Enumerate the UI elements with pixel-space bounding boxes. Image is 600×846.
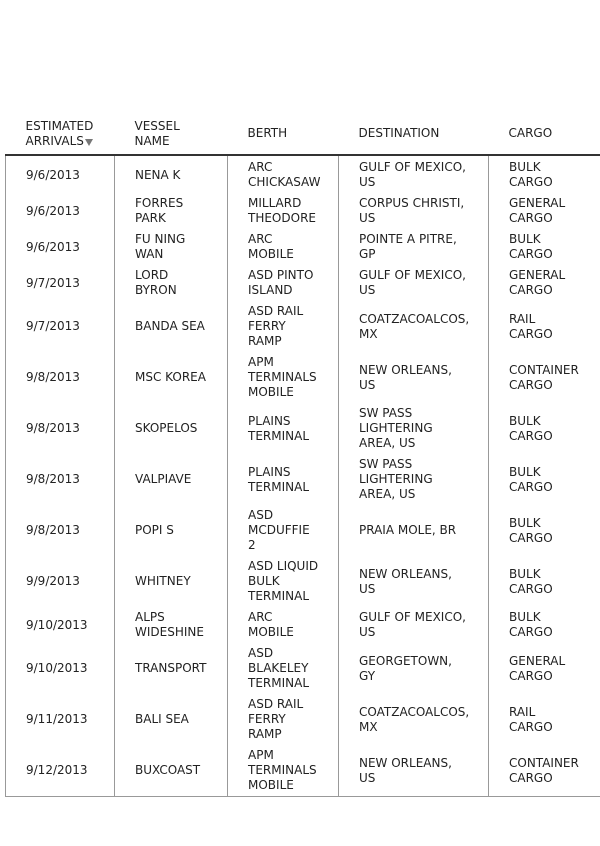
- cell-destination-line: CORPUS CHRISTI,: [359, 196, 465, 210]
- cell-estimated-arrival-text: 9/10/2013: [26, 661, 88, 675]
- cell-destination-line: US: [359, 377, 376, 392]
- cell-destination-line: COATZACOALCOS,: [359, 311, 470, 326]
- cell-cargo: [489, 454, 600, 505]
- cell-vessel-name: [115, 694, 228, 745]
- cell-berth: [228, 229, 339, 265]
- cell-estimated-arrival-text: 9/10/2013: [26, 617, 88, 632]
- cell-berth-line: BULK: [248, 574, 280, 588]
- cell-cargo-line: BULK: [509, 515, 541, 530]
- table-row: [6, 229, 600, 265]
- cell-berth-line: MOBILE: [248, 247, 294, 261]
- cell-cargo: [489, 265, 600, 301]
- cell-cargo-line: CONTAINER: [509, 362, 579, 377]
- cell-berth-line: MCDUFFIE: [248, 523, 310, 537]
- cell-cargo-line: BULK: [509, 160, 541, 174]
- table-row: [6, 403, 600, 454]
- cell-estimated-arrival-text: 9/6/2013: [26, 203, 80, 218]
- cell-vessel-name-line: PARK: [135, 211, 166, 225]
- cell-destination-line: LIGHTERING: [359, 472, 433, 486]
- cell-estimated-arrival: [6, 556, 115, 607]
- cell-destination-line: PRAIA MOLE, BR: [359, 523, 457, 537]
- cell-cargo-line: CARGO: [509, 719, 553, 734]
- cell-estimated-arrival-text: 9/6/2013: [26, 167, 80, 182]
- cell-vessel-name: [115, 229, 228, 265]
- cell-berth-line: RAMP: [248, 334, 282, 348]
- cell-cargo-line: CARGO: [509, 283, 553, 297]
- cell-vessel-name: [115, 193, 228, 229]
- cell-berth-line: ARC: [248, 232, 273, 246]
- cell-berth-line: TERMINALS: [248, 370, 317, 384]
- cell-destination: [339, 643, 489, 694]
- cell-cargo-line: CONTAINER: [509, 755, 579, 770]
- cell-cargo: [489, 643, 600, 694]
- cell-estimated-arrival: [6, 745, 115, 797]
- sort-by-arrivals-link[interactable]: [6, 119, 115, 149]
- cell-destination-line: GULF OF MEXICO,: [359, 268, 466, 282]
- cell-estimated-arrival: [6, 505, 115, 556]
- cell-vessel-name-line: BUXCOAST: [135, 763, 201, 777]
- table-row: [6, 155, 600, 193]
- cell-destination: [339, 745, 489, 797]
- table-row: [6, 301, 600, 352]
- cell-berth-line: FERRY: [248, 712, 286, 726]
- cell-vessel-name-line: LORD: [135, 268, 169, 282]
- table-row: [6, 454, 600, 505]
- cell-vessel-name-line: BALI SEA: [135, 712, 189, 726]
- cell-berth-line: MILLARD: [248, 196, 302, 210]
- cell-destination-line: US: [359, 770, 376, 785]
- cell-cargo-line: CARGO: [509, 530, 553, 545]
- cell-berth-line: RAMP: [248, 727, 282, 741]
- cell-berth: [228, 607, 339, 643]
- cell-cargo-line: BULK: [509, 413, 541, 428]
- cell-destination: [339, 694, 489, 745]
- cell-vessel-name-line: FORRES: [135, 196, 184, 210]
- cell-estimated-arrival: [6, 193, 115, 229]
- vessel-arrivals-table: [5, 113, 600, 797]
- header-vessel-line2: NAME: [134, 133, 170, 148]
- cell-estimated-arrival-text: 9/12/2013: [26, 763, 88, 777]
- cell-vessel-name: [115, 265, 228, 301]
- cell-cargo-line: CARGO: [509, 377, 553, 392]
- cell-cargo: [489, 193, 600, 229]
- cell-berth-line: APM: [248, 355, 274, 369]
- cell-berth-line: APM: [248, 748, 274, 762]
- cell-destination-line: LIGHTERING: [359, 421, 433, 435]
- header-vessel-name: [115, 113, 228, 155]
- cell-estimated-arrival: [6, 301, 115, 352]
- cell-destination-line: GP: [359, 247, 376, 261]
- cell-berth: [228, 155, 339, 193]
- cell-berth-line: ASD LIQUID: [248, 559, 319, 573]
- cell-estimated-arrival-text: 9/8/2013: [26, 523, 80, 537]
- cell-vessel-name-line: POPI S: [135, 523, 174, 537]
- header-cargo: CARGO: [489, 113, 600, 155]
- cell-cargo-line: CARGO: [509, 668, 553, 683]
- cell-berth-line: TERMINAL: [248, 589, 310, 603]
- cell-cargo: [489, 301, 600, 352]
- cell-berth-line: PLAINS: [248, 413, 291, 428]
- header-destination: DESTINATION: [339, 113, 489, 155]
- cell-destination-line: SW PASS: [359, 406, 413, 420]
- cell-estimated-arrival-text: 9/8/2013: [26, 421, 80, 435]
- cell-vessel-name: [115, 607, 228, 643]
- header-vessel-line1: VESSEL: [134, 118, 180, 133]
- table-header-row: [6, 113, 600, 155]
- cell-cargo-line: CARGO: [509, 479, 553, 494]
- cell-cargo-line: RAIL: [509, 704, 536, 719]
- cell-destination-line: US: [359, 581, 376, 596]
- cell-cargo: [489, 505, 600, 556]
- cell-berth-line: ASD PINTO: [248, 268, 314, 282]
- cell-berth-line: BLAKELEY: [248, 661, 309, 675]
- cell-berth-line: ASD RAIL: [248, 304, 304, 318]
- cell-berth-line: CHICKASAW: [248, 175, 321, 189]
- table-body: [6, 155, 600, 797]
- cell-destination: [339, 229, 489, 265]
- cell-destination: [339, 155, 489, 193]
- cell-destination-line: COATZACOALCOS,: [359, 704, 470, 719]
- cell-destination-line: AREA, US: [359, 487, 416, 501]
- cell-estimated-arrival: [6, 643, 115, 694]
- cell-destination: [339, 301, 489, 352]
- header-arrivals-line2: ARRIVALS: [25, 133, 84, 148]
- cell-cargo: [489, 403, 600, 454]
- cell-destination-line: US: [359, 211, 376, 225]
- cell-destination-line: POINTE A PITRE,: [359, 232, 457, 246]
- cell-berth: [228, 352, 339, 403]
- cell-estimated-arrival: [6, 265, 115, 301]
- vessel-arrivals-table-container: [5, 113, 600, 797]
- cell-vessel-name: [115, 556, 228, 607]
- cell-berth-line: ASD RAIL: [248, 697, 304, 711]
- cell-berth: [228, 694, 339, 745]
- cell-estimated-arrival-text: 9/11/2013: [26, 712, 88, 726]
- cell-cargo-line: CARGO: [509, 770, 553, 785]
- cell-cargo-line: CARGO: [509, 625, 553, 639]
- cell-destination-line: GULF OF MEXICO,: [359, 610, 466, 624]
- table-row: [6, 643, 600, 694]
- cell-vessel-name: [115, 745, 228, 797]
- cell-berth-line: TERMINAL: [248, 676, 310, 690]
- cell-cargo-line: CARGO: [509, 428, 553, 443]
- cell-cargo-line: GENERAL: [509, 196, 566, 210]
- cell-destination-line: GEORGETOWN,: [359, 653, 452, 668]
- cell-vessel-name-line: NENA K: [135, 167, 181, 182]
- cell-destination: [339, 403, 489, 454]
- cell-cargo: [489, 745, 600, 797]
- table-row: [6, 193, 600, 229]
- cell-cargo-line: CARGO: [509, 175, 553, 189]
- cell-estimated-arrival-text: 9/8/2013: [26, 370, 80, 384]
- cell-destination: [339, 556, 489, 607]
- cell-destination-line: NEW ORLEANS,: [359, 755, 452, 770]
- cell-vessel-name-line: SKOPELOS: [135, 421, 198, 435]
- cell-vessel-name-line: VALPIAVE: [135, 472, 192, 486]
- cell-cargo-line: GENERAL: [509, 268, 566, 282]
- cell-destination-line: NEW ORLEANS,: [359, 566, 452, 581]
- cell-vessel-name-line: WAN: [135, 247, 164, 261]
- cell-destination-line: SW PASS: [359, 457, 413, 471]
- cell-destination: [339, 607, 489, 643]
- cell-destination-line: US: [359, 283, 376, 297]
- table-row: [6, 352, 600, 403]
- cell-vessel-name: [115, 454, 228, 505]
- cell-vessel-name-line: BYRON: [135, 283, 177, 297]
- table-row: [6, 694, 600, 745]
- cell-destination-line: MX: [359, 326, 378, 341]
- cell-berth-line: ARC: [248, 610, 273, 624]
- cell-cargo: [489, 556, 600, 607]
- cell-vessel-name-line: WHITNEY: [135, 574, 191, 588]
- cell-estimated-arrival-text: 9/9/2013: [26, 574, 80, 588]
- header-estimated-arrivals[interactable]: [6, 113, 115, 155]
- table-row: [6, 556, 600, 607]
- cell-destination-line: US: [359, 175, 376, 189]
- cell-destination-line: GY: [359, 668, 376, 683]
- cell-berth-line: MOBILE: [248, 385, 294, 399]
- cell-cargo: [489, 694, 600, 745]
- cell-berth-line: MOBILE: [248, 625, 294, 639]
- cell-cargo-line: BULK: [509, 610, 541, 624]
- table-row: [6, 505, 600, 556]
- cell-berth: [228, 193, 339, 229]
- cell-cargo-line: BULK: [509, 464, 541, 479]
- cell-destination-line: AREA, US: [359, 436, 416, 450]
- cell-estimated-arrival-text: 9/7/2013: [26, 275, 80, 290]
- cell-cargo-line: CARGO: [509, 326, 553, 341]
- cell-berth-line: TERMINAL: [248, 428, 310, 443]
- cell-berth-line: MOBILE: [248, 778, 294, 792]
- cell-vessel-name-line: ALPS: [135, 610, 165, 624]
- cell-berth: [228, 643, 339, 694]
- header-berth: BERTH: [228, 113, 339, 155]
- cell-vessel-name: [115, 155, 228, 193]
- cell-berth: [228, 403, 339, 454]
- cell-berth-line: FERRY: [248, 319, 286, 333]
- cell-berth-line: PLAINS: [248, 464, 291, 479]
- cell-estimated-arrival: [6, 352, 115, 403]
- cell-berth-line: TERMINALS: [248, 763, 317, 777]
- cell-cargo-line: GENERAL: [509, 653, 566, 668]
- cell-estimated-arrival: [6, 155, 115, 193]
- cell-cargo: [489, 229, 600, 265]
- cell-destination: [339, 454, 489, 505]
- header-arrivals-line1: ESTIMATED: [25, 118, 94, 133]
- cell-estimated-arrival-text: 9/7/2013: [26, 319, 80, 333]
- cell-cargo-line: BULK: [509, 232, 541, 246]
- cell-cargo-line: CARGO: [509, 581, 553, 596]
- cell-cargo: [489, 352, 600, 403]
- cell-vessel-name: [115, 403, 228, 454]
- cell-berth-line: ARC: [248, 160, 273, 174]
- cell-berth: [228, 556, 339, 607]
- cell-berth-line: THEODORE: [248, 211, 316, 225]
- cell-destination: [339, 193, 489, 229]
- cell-berth: [228, 265, 339, 301]
- cell-destination: [339, 265, 489, 301]
- cell-berth-line: ASD: [248, 508, 274, 522]
- cell-estimated-arrival-text: 9/6/2013: [26, 239, 80, 254]
- cell-destination: [339, 505, 489, 556]
- cell-destination-line: MX: [359, 719, 378, 734]
- cell-berth: [228, 505, 339, 556]
- cell-berth-line: ASD: [248, 646, 274, 660]
- cell-cargo-line: CARGO: [509, 247, 553, 261]
- cell-vessel-name-line: FU NING: [135, 232, 186, 246]
- cell-berth-line: ISLAND: [248, 283, 293, 297]
- cell-cargo: [489, 607, 600, 643]
- cell-berth-line: 2: [248, 538, 256, 552]
- cell-destination: [339, 352, 489, 403]
- cell-cargo-line: RAIL: [509, 311, 536, 326]
- cell-vessel-name: [115, 352, 228, 403]
- sort-descending-icon[interactable]: [85, 139, 93, 146]
- cell-vessel-name-line: WIDESHINE: [135, 625, 204, 639]
- cell-berth: [228, 301, 339, 352]
- cell-berth-line: TERMINAL: [248, 479, 310, 494]
- cell-vessel-name-line: MSC KOREA: [135, 370, 206, 384]
- table-row: [6, 265, 600, 301]
- cell-estimated-arrival: [6, 694, 115, 745]
- cell-vessel-name-line: TRANSPORT: [135, 661, 207, 675]
- cell-vessel-name: [115, 301, 228, 352]
- cell-cargo: [489, 155, 600, 193]
- cell-vessel-name: [115, 505, 228, 556]
- cell-vessel-name: [115, 643, 228, 694]
- cell-cargo-line: CARGO: [509, 211, 553, 225]
- table-row: [6, 607, 600, 643]
- table-row: [6, 745, 600, 797]
- cell-estimated-arrival: [6, 403, 115, 454]
- cell-destination-line: US: [359, 625, 376, 639]
- cell-vessel-name-line: BANDA SEA: [135, 319, 205, 333]
- cell-estimated-arrival: [6, 454, 115, 505]
- cell-berth: [228, 745, 339, 797]
- cell-destination-line: GULF OF MEXICO,: [359, 160, 466, 174]
- cell-destination-line: NEW ORLEANS,: [359, 362, 452, 377]
- cell-estimated-arrival: [6, 229, 115, 265]
- cell-estimated-arrival-text: 9/8/2013: [26, 472, 80, 486]
- cell-estimated-arrival: [6, 607, 115, 643]
- cell-berth: [228, 454, 339, 505]
- cell-cargo-line: BULK: [509, 566, 541, 581]
